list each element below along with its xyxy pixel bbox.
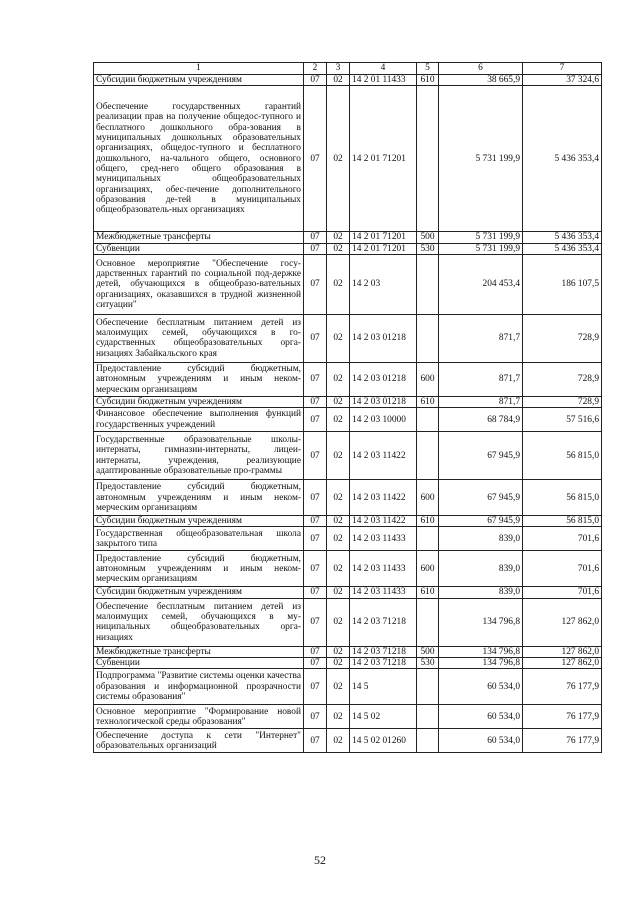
row-expense-type: 530 (417, 243, 439, 254)
row-amount-col7: 5 436 353,4 (523, 86, 602, 232)
row-subsection-code: 02 (327, 669, 350, 705)
column-header: 3 (327, 63, 350, 75)
row-amount-col7: 701,6 (523, 587, 602, 598)
table-row (94, 408, 602, 432)
row-subsection-code: 02 (327, 598, 350, 646)
row-section-code: 07 (304, 669, 327, 705)
row-subsection-code: 02 (327, 254, 350, 314)
table-row (94, 729, 602, 753)
row-name: Финансовое обеспечение выполнения функций государственных учреждений (94, 408, 304, 432)
table-row (94, 314, 602, 362)
table-row (94, 432, 602, 480)
row-amount-col7: 37 324,6 (523, 75, 602, 86)
row-amount-col6: 60 534,0 (439, 729, 523, 753)
row-section-code: 07 (304, 75, 327, 86)
row-section-code: 07 (304, 432, 327, 480)
row-name: Государственная общеобразовательная школа закрытого типа (94, 527, 304, 551)
table-row (94, 254, 602, 314)
row-name: Обеспечение бесплатным питанием детей из малоимущих семей, обучающихся в му-ниципальных общеобразовательных орга-низациях (94, 598, 304, 646)
row-target-article: 14 2 03 01218 (350, 314, 417, 362)
row-name: Предоставление субсидий бюджетным, автономным учреждениям и иным неком-мерческим организациям (94, 480, 304, 516)
row-amount-col6: 67 945,9 (439, 432, 523, 480)
row-target-article: 14 2 03 11422 (350, 516, 417, 527)
row-name: Субвенции (94, 243, 304, 254)
column-header: 5 (417, 63, 439, 75)
row-name: Подпрограмма "Развитие системы оценки качества образования и информационной прозрачности системы образования" (94, 669, 304, 705)
row-section-code: 07 (304, 527, 327, 551)
row-subsection-code: 02 (327, 480, 350, 516)
row-amount-col7: 728,9 (523, 396, 602, 407)
row-name: Предоставление субсидий бюджетным, автономным учреждениям и иным неком-мерческим организациям (94, 362, 304, 396)
row-expense-type: 610 (417, 516, 439, 527)
table-body (94, 75, 602, 753)
table-row (94, 232, 602, 243)
row-target-article: 14 2 03 11422 (350, 432, 417, 480)
row-expense-type (417, 254, 439, 314)
row-amount-col6: 60 534,0 (439, 669, 523, 705)
table-row (94, 705, 602, 729)
row-target-article: 14 2 03 71218 (350, 646, 417, 657)
row-expense-type: 600 (417, 480, 439, 516)
row-target-article: 14 2 03 71218 (350, 598, 417, 646)
row-amount-col6: 871,7 (439, 362, 523, 396)
row-section-code: 07 (304, 408, 327, 432)
row-amount-col6: 871,7 (439, 396, 523, 407)
row-name: Субсидии бюджетным учреждениям (94, 396, 304, 407)
row-amount-col6: 38 665,9 (439, 75, 523, 86)
row-target-article: 14 2 01 71201 (350, 243, 417, 254)
row-amount-col7: 56 815,0 (523, 480, 602, 516)
row-expense-type: 610 (417, 587, 439, 598)
row-amount-col7: 5 436 353,4 (523, 243, 602, 254)
row-expense-type (417, 705, 439, 729)
row-section-code: 07 (304, 646, 327, 657)
table-row (94, 551, 602, 587)
row-amount-col6: 839,0 (439, 587, 523, 598)
row-expense-type: 500 (417, 232, 439, 243)
page-number: 52 (314, 853, 326, 867)
column-header: 1 (94, 63, 304, 75)
row-expense-type (417, 408, 439, 432)
row-name: Межбюджетные трансферты (94, 232, 304, 243)
row-section-code: 07 (304, 729, 327, 753)
row-target-article: 14 2 03 11422 (350, 480, 417, 516)
table-row (94, 658, 602, 669)
row-section-code: 07 (304, 551, 327, 587)
row-target-article: 14 2 01 11433 (350, 75, 417, 86)
row-amount-col6: 67 945,9 (439, 516, 523, 527)
row-subsection-code: 02 (327, 527, 350, 551)
row-amount-col6: 60 534,0 (439, 705, 523, 729)
row-section-code: 07 (304, 232, 327, 243)
row-subsection-code: 02 (327, 551, 350, 587)
row-target-article: 14 5 (350, 669, 417, 705)
row-name: Государственные образовательные школы-интернаты, гимназии-интернаты, лицеи-интернаты, учреждения, реализующие адаптированные образовательные про-граммы (94, 432, 304, 480)
row-name: Обеспечение доступа к сети "Интернет" образовательных организаций (94, 729, 304, 753)
table-row (94, 243, 602, 254)
row-target-article: 14 2 03 01218 (350, 362, 417, 396)
table-row (94, 527, 602, 551)
table-row (94, 516, 602, 527)
row-amount-col6: 134 796,8 (439, 646, 523, 657)
row-amount-col7: 127 862,0 (523, 658, 602, 669)
row-section-code: 07 (304, 480, 327, 516)
row-section-code: 07 (304, 86, 327, 232)
table-row (94, 86, 602, 232)
row-name: Основное мероприятие "Обеспечение госу-дарственных гарантий по социальной под-держке детей, обучающихся в общеобразо-вательных организациях, оказавшихся в трудной жизненной ситуации" (94, 254, 304, 314)
row-section-code: 07 (304, 658, 327, 669)
row-name: Основное мероприятие "Формирование новой технологической среды образования" (94, 705, 304, 729)
row-expense-type: 610 (417, 396, 439, 407)
row-amount-col7: 728,9 (523, 314, 602, 362)
column-header: 2 (304, 63, 327, 75)
row-name: Субсидии бюджетным учреждениям (94, 75, 304, 86)
row-subsection-code: 02 (327, 86, 350, 232)
table-row (94, 669, 602, 705)
row-expense-type (417, 432, 439, 480)
row-amount-col7: 57 516,6 (523, 408, 602, 432)
row-target-article: 14 2 03 10000 (350, 408, 417, 432)
row-target-article: 14 2 03 11433 (350, 527, 417, 551)
row-section-code: 07 (304, 705, 327, 729)
row-amount-col6: 68 784,9 (439, 408, 523, 432)
row-target-article: 14 2 03 (350, 254, 417, 314)
row-expense-type: 530 (417, 658, 439, 669)
table-row (94, 598, 602, 646)
row-expense-type: 610 (417, 75, 439, 86)
row-subsection-code: 02 (327, 75, 350, 86)
table-row (94, 396, 602, 407)
row-amount-col7: 186 107,5 (523, 254, 602, 314)
row-amount-col7: 728,9 (523, 362, 602, 396)
row-section-code: 07 (304, 314, 327, 362)
row-subsection-code: 02 (327, 432, 350, 480)
table-row (94, 75, 602, 86)
row-target-article: 14 5 02 (350, 705, 417, 729)
column-header: 7 (523, 63, 602, 75)
row-subsection-code: 02 (327, 705, 350, 729)
row-target-article: 14 2 01 71201 (350, 86, 417, 232)
row-section-code: 07 (304, 516, 327, 527)
row-amount-col6: 134 796,8 (439, 658, 523, 669)
row-amount-col7: 56 815,0 (523, 432, 602, 480)
row-amount-col6: 5 731 199,9 (439, 243, 523, 254)
row-amount-col7: 76 177,9 (523, 729, 602, 753)
row-name: Межбюджетные трансферты (94, 646, 304, 657)
column-header: 4 (350, 63, 417, 75)
row-amount-col7: 127 862,0 (523, 598, 602, 646)
row-expense-type (417, 314, 439, 362)
row-amount-col6: 871,7 (439, 314, 523, 362)
row-expense-type: 600 (417, 362, 439, 396)
table-row (94, 646, 602, 657)
row-amount-col6: 134 796,8 (439, 598, 523, 646)
row-section-code: 07 (304, 362, 327, 396)
row-section-code: 07 (304, 396, 327, 407)
row-amount-col7: 76 177,9 (523, 669, 602, 705)
row-amount-col6: 5 731 199,9 (439, 86, 523, 232)
row-section-code: 07 (304, 598, 327, 646)
row-amount-col7: 127 862,0 (523, 646, 602, 657)
row-name: Предоставление субсидий бюджетным, автономным учреждениям и иным неком-мерческим организациям (94, 551, 304, 587)
row-expense-type: 500 (417, 646, 439, 657)
row-name: Субсидии бюджетным учреждениям (94, 516, 304, 527)
row-expense-type (417, 527, 439, 551)
row-expense-type: 600 (417, 551, 439, 587)
row-amount-col7: 701,6 (523, 551, 602, 587)
row-amount-col6: 5 731 199,9 (439, 232, 523, 243)
row-amount-col7: 701,6 (523, 527, 602, 551)
row-target-article: 14 2 03 11433 (350, 551, 417, 587)
row-subsection-code: 02 (327, 516, 350, 527)
row-subsection-code: 02 (327, 729, 350, 753)
table-row (94, 362, 602, 396)
row-name: Обеспечение бесплатным питанием детей из малоимущих семей, обучающихся в го-сударственных общеобразовательных орга-низациях Забайкальского края (94, 314, 304, 362)
row-amount-col7: 5 436 353,4 (523, 232, 602, 243)
row-expense-type (417, 729, 439, 753)
row-subsection-code: 02 (327, 658, 350, 669)
row-amount-col6: 839,0 (439, 527, 523, 551)
header-row (94, 63, 602, 75)
row-target-article: 14 2 03 11433 (350, 587, 417, 598)
row-amount-col7: 56 815,0 (523, 516, 602, 527)
row-amount-col7: 76 177,9 (523, 705, 602, 729)
row-subsection-code: 02 (327, 243, 350, 254)
row-expense-type (417, 598, 439, 646)
row-target-article: 14 5 02 01260 (350, 729, 417, 753)
row-expense-type (417, 669, 439, 705)
row-amount-col6: 839,0 (439, 551, 523, 587)
row-subsection-code: 02 (327, 362, 350, 396)
row-amount-col6: 204 453,4 (439, 254, 523, 314)
table-row (94, 587, 602, 598)
row-section-code: 07 (304, 254, 327, 314)
row-target-article: 14 2 01 71201 (350, 232, 417, 243)
row-subsection-code: 02 (327, 396, 350, 407)
row-target-article: 14 2 03 01218 (350, 396, 417, 407)
budget-table (93, 62, 602, 753)
row-name: Субвенции (94, 658, 304, 669)
row-subsection-code: 02 (327, 646, 350, 657)
row-section-code: 07 (304, 587, 327, 598)
row-subsection-code: 02 (327, 587, 350, 598)
column-header: 6 (439, 63, 523, 75)
row-name: Обеспечение государственных гарантий реализации прав на получение общедос-тупного и бесплатного дошкольного обра-зования в муниципальных дошкольных образовательных организациях, общедос-тупного и бесплатного дошкольного, на-чального общего, основного общего, сред-него общего образования в муниципальных общеобразовательных организациях, обес-печение дополнительного образования де-тей в муниципальных общеобразователь-ных организациях (94, 86, 304, 232)
table-row (94, 480, 602, 516)
row-expense-type (417, 86, 439, 232)
row-subsection-code: 02 (327, 408, 350, 432)
row-target-article: 14 2 03 71218 (350, 658, 417, 669)
row-amount-col6: 67 945,9 (439, 480, 523, 516)
row-name: Субсидии бюджетным учреждениям (94, 587, 304, 598)
row-subsection-code: 02 (327, 232, 350, 243)
row-subsection-code: 02 (327, 314, 350, 362)
row-section-code: 07 (304, 243, 327, 254)
